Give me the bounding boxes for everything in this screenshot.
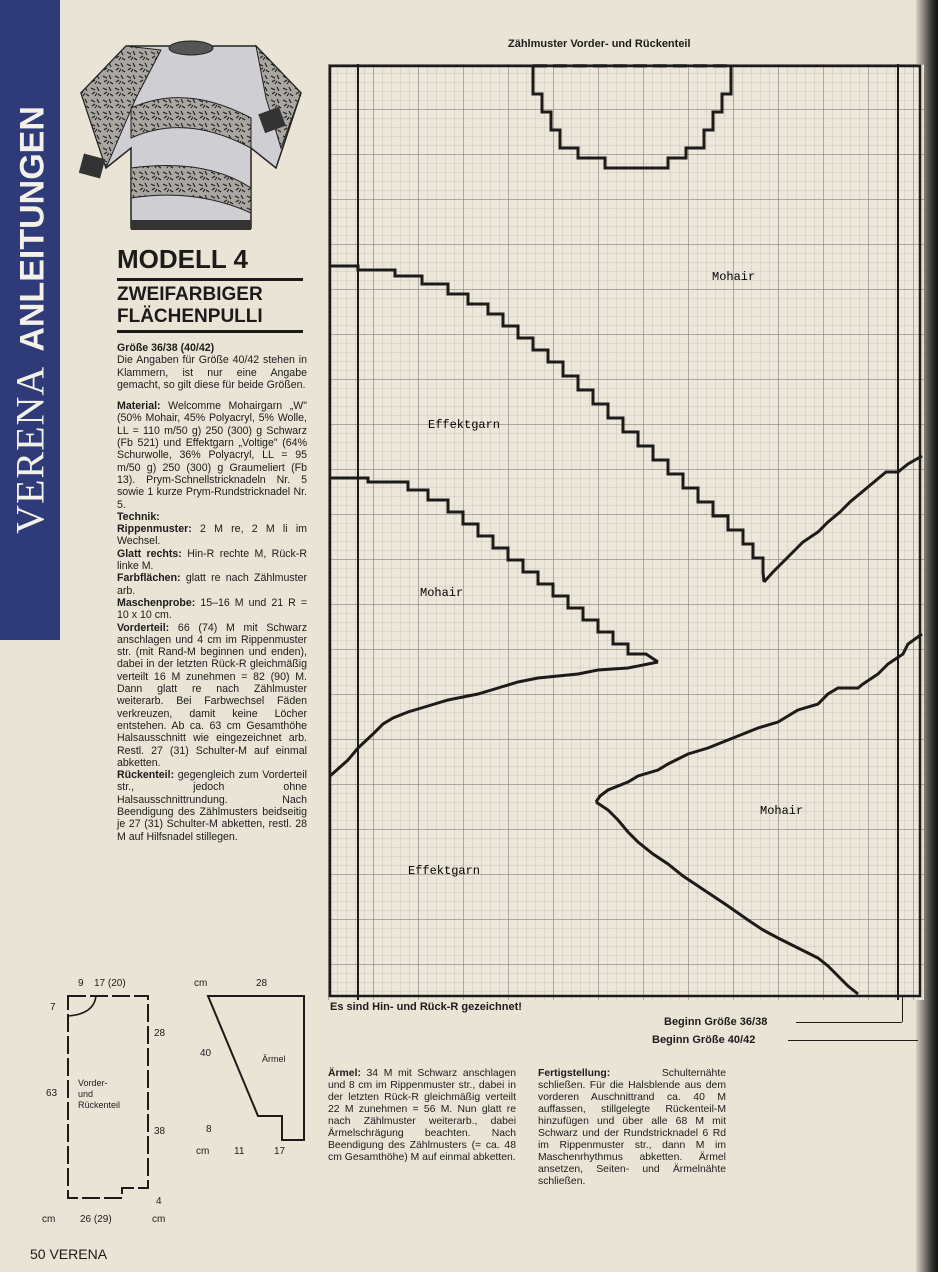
chart-label-mohair-3: Mohair xyxy=(760,804,804,818)
page-footer: 50 VERENA xyxy=(30,1246,108,1262)
farb-body: glatt re nach Zählmuster arb. xyxy=(117,572,307,597)
chart-label-mohair-2: Mohair xyxy=(420,586,464,600)
banner-text xyxy=(7,106,54,534)
front-label-c: Rückenteil xyxy=(78,1100,121,1110)
chart-note: Es sind Hin- und Rück-R gezeichnet! xyxy=(330,1001,522,1013)
size-start-36: Beginn Größe 36/38 xyxy=(664,1016,768,1028)
sleeve-bottom-a: 11 xyxy=(234,1146,245,1157)
fertig-heading: Fertigstellung: xyxy=(538,1068,611,1079)
size-heading: Größe 36/38 (40/42) xyxy=(117,342,215,354)
material-paragraph xyxy=(117,400,307,843)
model-subtitle xyxy=(117,284,303,333)
model-title: MODELL 4 xyxy=(117,244,303,281)
vorder-body: 66 (74) M mit Schwarz anschlagen und 4 cm im Rippenmuster str. (mit Rand-M beginnen und enden), dabei in der letzten Rück-R gleichmäßig verteilt 16 M zunehmen = 82 (90) M. Dann glatt re nach Zählmuster weiterarb. Bei Farbwechsel Fäden verkreuzen, damit keine Löcher entstehen. Ab ca. 63 cm Gesamthöhe Halsausschnitt wie eingezeichnet arb. Restl. 27 (31) Schulter-M auf einmal abketten. xyxy=(117,621,307,769)
front-left-measure: 7 xyxy=(50,1002,56,1013)
size-paragraph xyxy=(117,342,307,391)
front-label-a: Vorder- xyxy=(78,1078,108,1088)
chart-label-effekt-1: Effektgarn xyxy=(428,418,501,432)
sleeve-left: 40 xyxy=(200,1048,212,1059)
knitting-chart xyxy=(328,64,924,1000)
banner-section: ANLEITUNGEN xyxy=(13,106,52,352)
chart-title: Zählmuster Vorder- und Rückenteil xyxy=(508,38,691,50)
front-label-b: und xyxy=(78,1089,94,1099)
sleeve-unit-bottom: cm xyxy=(196,1146,210,1157)
front-bottom-num: 4 xyxy=(156,1196,162,1207)
sleeve-instructions xyxy=(328,1068,516,1164)
glatt-heading: Glatt rechts: xyxy=(117,547,182,560)
rippen-body: 2 M re, 2 M li im Wechsel. xyxy=(117,523,308,548)
chart-label-mohair-1: Mohair xyxy=(712,270,756,284)
front-height: 63 xyxy=(46,1088,58,1099)
instructions-column xyxy=(117,342,307,852)
sleeve-label: Ärmel xyxy=(262,1054,286,1064)
ruecken-heading: Rückenteil: xyxy=(117,769,175,782)
subtitle-line2: FLÄCHENPULLI xyxy=(117,306,263,327)
chart-label-effekt-2: Effektgarn xyxy=(408,864,481,878)
size-body: Die Angaben für Größe 40/42 stehen in Klammern, ist nur eine Angabe gemacht, so gilt diese für beide Größen. xyxy=(117,354,307,391)
material-body: Welcomme Mohairgarn „W" (50% Mohair, 45% Polyacryl, 5% Wolle, LL = 110 m/50 g) 250 (300) g Schwarz (Fb 521) und Effektgarn „Voltige" (64% Schurwolle, 36% Polyacryl, LL = 95 m/50 g) 250 (300) g Graumeliert (Fb 13). Prym-Schnellstricknadeln Nr. 5 sowie 1 kurze Prym-Rundstricknadel Nr. 5. xyxy=(117,400,307,511)
front-bottom: 26 (29) xyxy=(80,1214,112,1225)
front-unit-left: cm xyxy=(42,1214,56,1225)
front-back-schematic xyxy=(42,978,166,1225)
finishing-instructions xyxy=(538,1068,726,1188)
technik-heading: Technik: xyxy=(117,510,160,523)
sweater-illustration xyxy=(66,38,316,238)
side-banner xyxy=(0,0,60,640)
front-right-a: 28 xyxy=(154,1028,166,1039)
farb-heading: Farbflächen: xyxy=(117,572,181,585)
chart-bold-grid xyxy=(328,64,924,1000)
size-start-40: Beginn Größe 40/42 xyxy=(652,1034,756,1046)
front-top-b: 17 (20) xyxy=(94,978,126,989)
sleeve-schematic xyxy=(194,978,304,1157)
rippen-heading: Rippenmuster: xyxy=(117,523,192,536)
size1-pointer-line xyxy=(796,1022,902,1023)
front-top-a: 9 xyxy=(78,978,84,989)
fertig-body: Schulternähte schließen. Für die Halsblende aus dem vorderen Auschnittrand ca. 40 M auffassen, stillgelegte Rückenteil-M hinzufügen und über alle 68 M mit Schwarz und der Rundstricknadel 6 Rd im Rippenmuster str., dann M im Maschenrhythmus abketten. Ärmel ansetzen, Seiten- und Ärmelnähte schließen. xyxy=(538,1068,726,1187)
size1-pointer-vertical xyxy=(902,996,903,1022)
maschen-heading: Maschenprobe: xyxy=(117,596,196,609)
size-schematics xyxy=(36,976,316,1226)
ruecken-body: gegengleich zum Vorderteil str., jedoch ohne Halsausschnittrundung. Nach Beendigung des Zählmusters beidseitig je 27 (31) Schulter-M abketten, restl. 28 M auf Hilfsnadel stillegen. xyxy=(117,769,308,843)
subtitle-line1: ZWEIFARBIGER xyxy=(117,284,263,305)
maschen-body: 15–16 M und 21 R = 10 x 10 cm. xyxy=(117,596,308,622)
glatt-body: Hin-R rechte M, Rück-R linke M. xyxy=(117,547,307,573)
aermel-heading: Ärmel: xyxy=(328,1068,361,1079)
material-heading: Material: xyxy=(117,400,161,413)
sleeve-unit-top: cm xyxy=(194,978,208,989)
size2-pointer-line xyxy=(788,1040,918,1041)
vorder-heading: Vorderteil: xyxy=(117,621,170,634)
front-unit-right: cm xyxy=(152,1214,166,1225)
front-right-b: 38 xyxy=(154,1126,166,1137)
banner-brand: VERENA xyxy=(7,365,53,534)
sleeve-cuff: 8 xyxy=(206,1124,212,1135)
sleeve-top: 28 xyxy=(256,978,268,989)
sleeve-bottom-b: 17 xyxy=(274,1146,286,1157)
aermel-body: 34 M mit Schwarz anschlagen und 8 cm im Rippenmuster str., dabei in der letzten Rück-R gleichmäßig verteilt 22 M zunehmen = 56 M. Nun glatt re nach Zählmuster weiterarb., dabei Ärmelschrägung beachten. Nach Beendigung des Zählmusters (= ca. 48 cm Gesamthöhe) M auf einmal abketten. xyxy=(328,1068,516,1163)
